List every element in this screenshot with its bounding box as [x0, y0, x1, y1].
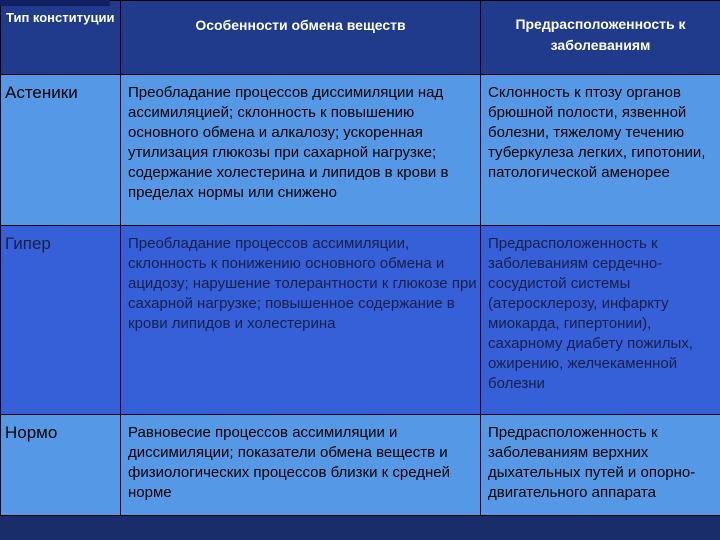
cell-diseases [481, 415, 720, 516]
diseases-text: Предрасположенность к заболеваниям сердечно-сосудистой системы (атеросклерозу, инфаркту миокарда, гипертонии), сахарному диабету пожилых, ожирению, желчекаменной болезни [488, 235, 693, 392]
metabolism-text: Преобладание процессов ассимиляции, склонность к понижению основного обмена и ацидозу; нарушение толерантности к глюкозе при сахарной нагрузке; повышенное содержание в крови липидов и холестерина [128, 235, 477, 332]
cell-diseases [481, 75, 720, 226]
header-diseases [481, 1, 720, 75]
cell-type [1, 226, 121, 415]
type-label: Астеники [5, 83, 78, 102]
metabolism-text: Преобладание процессов диссимиляции над ассимиляцией; склонность к повышению основного обмена и алкалозу; ускоренная утилизация глюкозы при сахарной нагрузке; содержание холестерина и липидов в крови в пределах нормы или снижено [128, 84, 449, 201]
header-constitution-type-label: Тип конституции [6, 10, 115, 25]
diseases-text: Склонность к птозу органов брюшной полости, язвенной болезни, тяжелому течению туберкулеза легких, гипотонии, патологической аменорее [488, 84, 706, 181]
table-header-row [1, 1, 720, 75]
header-diseases-label: Предрасположенность к заболеваниям [515, 16, 686, 53]
table-row [1, 75, 720, 226]
table-row [1, 226, 720, 415]
type-label: Гипер [5, 234, 51, 253]
table-row [1, 415, 720, 516]
cell-type [1, 75, 121, 226]
cell-metabolism [121, 226, 481, 415]
header-metabolism [121, 1, 481, 75]
metabolism-text: Равновесие процессов ассимиляции и диссимиляции; показатели обмена веществ и физиологических процессов близки к средней норме [128, 424, 450, 501]
cell-type [1, 415, 121, 516]
header-constitution-type [1, 1, 121, 75]
cell-diseases [481, 226, 720, 415]
diseases-text: Предрасположенность к заболеваниям верхних дыхательных путей и опорно-двигательного аппарата [488, 424, 696, 501]
cell-metabolism [121, 415, 481, 516]
cell-metabolism [121, 75, 481, 226]
header-accent-bar [0, 0, 110, 6]
header-metabolism-label: Особенности обмена веществ [195, 17, 406, 33]
type-label: Нормо [5, 423, 58, 442]
